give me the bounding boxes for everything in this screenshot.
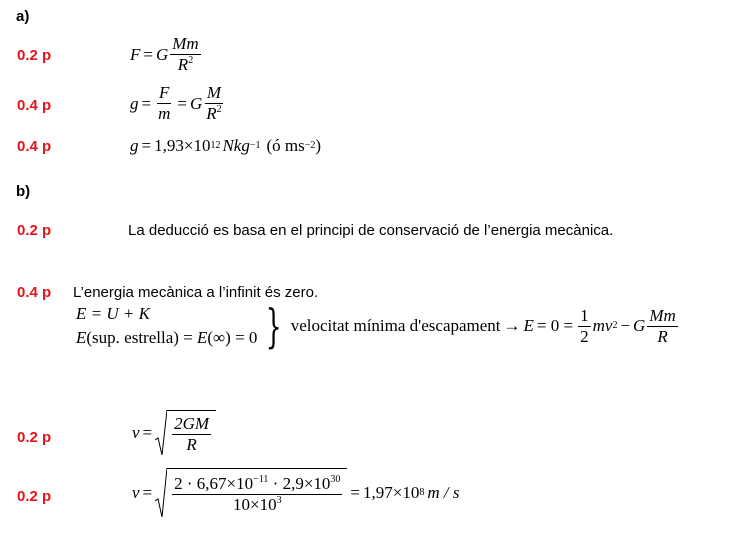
numerator: Mm	[172, 34, 199, 53]
denominator: 2	[580, 326, 589, 346]
eq-lhs: v	[132, 483, 140, 502]
eq-lhs: g	[130, 136, 139, 155]
numerator: $2 \cdot 6,67\times 10^{-11} \cdot 2,9\times 10^{30}$	[174, 473, 341, 493]
radical-sign-icon	[155, 410, 167, 456]
eq-const: G	[189, 93, 203, 113]
brace: }	[266, 299, 283, 353]
escape-velocity-numeric: v = $\frac{2 \cdot 6,67\times 10^{-11} \cdot 2,9\times 10^{30}}{10\times 10^3}$ = 1,97×10 8 m / s	[132, 468, 459, 518]
fraction-f-over-m	[156, 83, 172, 124]
system-line-1: E = U + K	[76, 304, 150, 323]
eq-lhs: v	[132, 423, 140, 442]
fraction-mm-over-r	[647, 306, 677, 347]
eq-sign-2: =	[177, 93, 187, 113]
result-lhs: E	[523, 316, 534, 335]
conservation-text: La deducció es basa en el principi de conservació de l’energia mecànica.	[128, 222, 614, 239]
section-b-label: b)	[16, 183, 31, 200]
denominator: R	[186, 434, 197, 454]
numerator: F	[159, 83, 170, 102]
escape-velocity-label: velocitat mínima d'escapament	[290, 316, 501, 335]
equation-gravity-field	[130, 83, 226, 124]
fraction-m-over-r2	[204, 83, 223, 124]
square-root	[155, 468, 347, 518]
unit: Nkg	[222, 136, 250, 155]
equation-gravitational-force	[130, 34, 203, 75]
denominator: $10\times 10^3$	[232, 494, 282, 514]
denominator: $R^2$	[177, 55, 194, 74]
equation-gravity-value: g = 1,93 × 10 12 Nkg −1 (ó ms −2 )	[130, 136, 322, 155]
energy-system	[76, 302, 257, 350]
points-a3: 0.4 p	[17, 138, 52, 155]
fraction-half	[578, 306, 591, 347]
eq-sign: =	[141, 136, 152, 155]
radical-sign-icon	[155, 468, 167, 518]
points-b3: 0.2 p	[17, 429, 52, 446]
eq-sign: =	[143, 44, 153, 64]
points-b4: 0.2 p	[17, 488, 52, 505]
system-line-2: E(sup. estrella) = E(∞) = 0	[76, 328, 258, 347]
result-eq-sign: =	[350, 483, 361, 502]
numerator: 2GM	[174, 413, 210, 433]
minus-sign: −	[620, 316, 631, 335]
mantissa: 1,93	[154, 136, 184, 155]
denominator: $R^2$	[206, 104, 222, 123]
points-a2: 0.4 p	[17, 97, 52, 114]
infinity-energy-text: L’energia mecànica a l’infinit és zero.	[73, 284, 319, 301]
section-a-label: a)	[16, 8, 30, 25]
escape-velocity-derivation: E = U + K E(sup. estrella) = E(∞) = 0 } velocitat mínima d'escapament → E = 0 = $\frac{1}{2}$ mv 2 − G $\frac{Mm}{R}$	[76, 299, 676, 353]
fraction	[170, 34, 200, 75]
result-mid: = 0 =	[536, 316, 574, 335]
numerator: M	[206, 83, 222, 102]
numerator: 1	[580, 305, 589, 325]
base: 10	[193, 136, 211, 155]
eq-lhs: F	[130, 44, 141, 64]
alt-unit: (ó ms	[266, 136, 305, 155]
eq-sign: =	[142, 423, 153, 442]
denominator: R	[657, 326, 668, 346]
eq-const: G	[633, 316, 646, 335]
points-a1: 0.2 p	[17, 47, 52, 64]
numeric-fraction	[172, 474, 342, 515]
eq-const: G	[155, 44, 169, 64]
escape-velocity-formula	[132, 410, 216, 456]
denominator: m	[158, 104, 171, 123]
eq-sign: =	[141, 93, 152, 113]
eq-lhs: g	[130, 93, 139, 113]
eq-sign: =	[142, 483, 153, 502]
numerator: Mm	[649, 305, 676, 325]
times: ×	[183, 136, 194, 155]
points-b2: 0.4 p	[17, 284, 52, 301]
square-root	[155, 410, 216, 456]
fraction-2gm-over-r	[172, 414, 211, 455]
points-b1: 0.2 p	[17, 222, 52, 239]
result-unit: m / s	[427, 483, 460, 502]
result-mantissa: 1,97×10	[363, 483, 420, 502]
kinetic-term: mv	[592, 316, 613, 335]
alt-close: )	[315, 136, 322, 155]
arrow-icon: →	[503, 316, 521, 335]
